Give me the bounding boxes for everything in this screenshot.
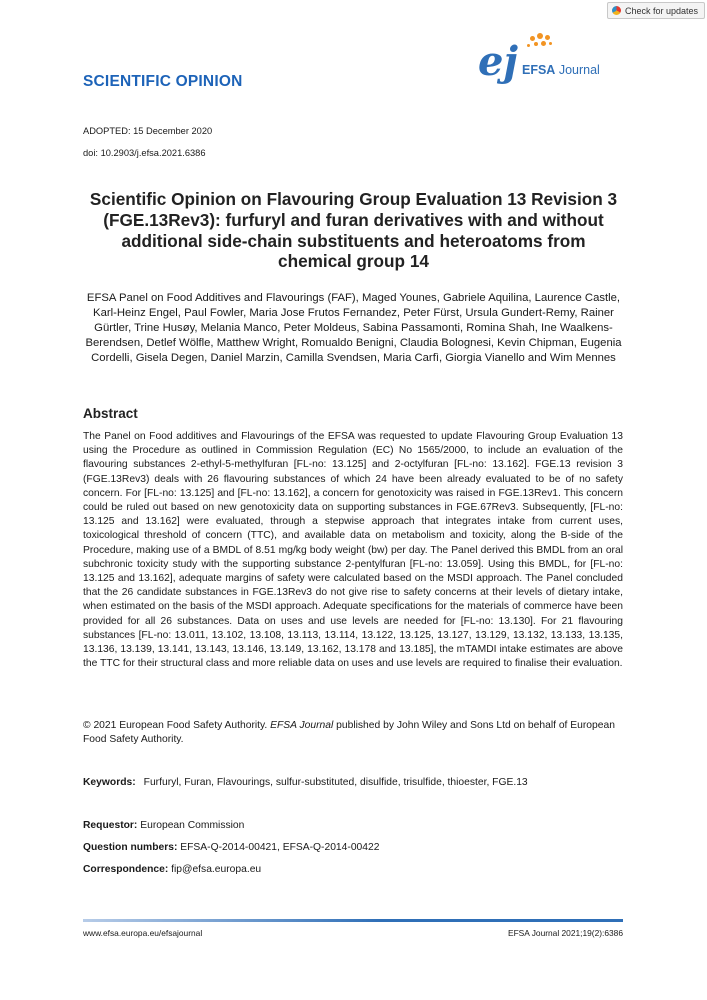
logo-mark: ej bbox=[478, 38, 518, 85]
question-numbers: Question numbers: EFSA-Q-2014-00421, EFSA-Q-2014-00422 bbox=[83, 842, 380, 853]
paper-title: Scientific Opinion on Flavouring Group Evaluation 13 Revision 3 (FGE.13Rev3): furfuryl and furan derivatives with and without additional side-chain substituents and heteroatoms from chemical group 14 bbox=[89, 189, 618, 272]
doi[interactable]: doi: 10.2903/j.efsa.2021.6386 bbox=[83, 148, 206, 158]
footer-divider bbox=[83, 919, 623, 922]
copyright-notice: © 2021 European Food Safety Authority. EFSA Journal published by John Wiley and Sons Ltd on behalf of European Food Safety Authority. bbox=[83, 720, 615, 746]
efsa-journal-logo bbox=[470, 30, 630, 90]
correspondence-email[interactable]: fip@efsa.europa.eu bbox=[168, 864, 262, 875]
footer-website-link[interactable]: www.efsa.europa.eu/efsajournal bbox=[83, 928, 203, 938]
keywords-value: Furfuryl, Furan, Flavourings, sulfur-substituted, disulfide, trisulfide, thioester, FGE.13 bbox=[143, 777, 528, 788]
footer-citation: EFSA Journal 2021;19(2):6386 bbox=[507, 928, 623, 938]
check-for-updates-label: Check for updates bbox=[624, 5, 698, 16]
section-label: SCIENTIFIC OPINION bbox=[83, 73, 243, 90]
correspondence: Correspondence: fip@efsa.europa.eu bbox=[83, 864, 262, 875]
journal-name: EFSA Journal bbox=[270, 720, 334, 731]
abstract-body: The Panel on Food additives and Flavourings of the EFSA was requested to update Flavouring Group Evaluation 13 using the Procedure as outlined in Commission Regulation (EC) No 1565/2000, to include an evaluation of the flavouring substances 2-ethyl-5-methylfuran [FL-no: 13.125] and 2-octylfuran [FL-no: 13.162]. FGE.13 revision 3 (FGE.13Rev3) deals with 26 flavouring substances of which 24 have been already evaluated to be of no safety concern. For [FL-no: 13.125] and [FL-no: 13.162], a concern for genotoxicity was raised in FGE.13Rev1. This concern could be ruled out based on new genotoxicity data on supporting substances in FGE.67Rev3. Subsequently, [FL-no: 13.125 and 13.162] were evaluated, through a stepwise approach that integrates intake from current uses, toxicological threshold of concern (TTC), and available data on metabolism and toxicity, along the B-side of the Procedure, making use of a BMDL of 8.51 mg/kg body weight (bw) per day. The Panel derived this BMDL from an oral subchronic toxicity study with the supporting substance 2-pentylfuran [FL-no: 13.059]. Using this BMDL, for [FL-no: 13.125 and 13.162], adequate margins of safety were calculated based on the MSDI approach. The Panel concluded that the 26 candidate substances in FGE.13Rev3 do not give rise to safety concerns at their levels of dietary intake, when estimated on the basis of the MSDI approach. Adequate specifications for the materials of commerce have been provided for all 26 substances. Data on uses and use levels are needed for [FL-no: 13.130]. For 21 flavouring substances [FL-no: 13.011, 13.102, 13.108, 13.113, 13.114, 13.122, 13.125, 13.127, 13.129, 13.132, 13.133, 13.135, 13.136, 13.139, 13.141, 13.143, 13.146, 13.149, 13.162, 13.178 and 13.185], the mTAMDI intake estimates are above the TTC for their structural class and more reliable data on uses and use levels are required to finalise their evaluation. bbox=[83, 431, 623, 670]
keywords-label: Keywords: bbox=[83, 777, 136, 788]
crossmark-icon bbox=[612, 6, 621, 15]
adopted-date: ADOPTED: 15 December 2020 bbox=[83, 126, 213, 136]
logo-wordmark: EFSA Journal bbox=[522, 63, 600, 77]
requestor: Requestor: European Commission bbox=[83, 820, 245, 831]
check-for-updates-button[interactable] bbox=[607, 2, 705, 19]
abstract-heading: Abstract bbox=[83, 406, 138, 421]
keywords bbox=[83, 777, 528, 788]
author-list: EFSA Panel on Food Additives and Flavourings (FAF), Maged Younes, Gabriele Aquilina, Laurence Castle, Karl-Heinz Engel, Paul Fowler, Maria Jose Frutos Fernandez, Peter Fürst, Ursula Gundert-Remy, Rainer Gürtler, Trine Husøy, Melania Manco, Peter Moldeus, Sabina Passamonti, Romina Shah, Ine Waalkens-Berendsen, Detlef Wölfle, Matthew Wright, Romualdo Benigni, Claudia Bolognesi, Kevin Chipman, Eugenia Cordelli, Gisela Degen, Daniel Marzin, Camilla Svendsen, Maria Carfì, Giorgia Vianello and Wim Mennes bbox=[85, 292, 622, 365]
